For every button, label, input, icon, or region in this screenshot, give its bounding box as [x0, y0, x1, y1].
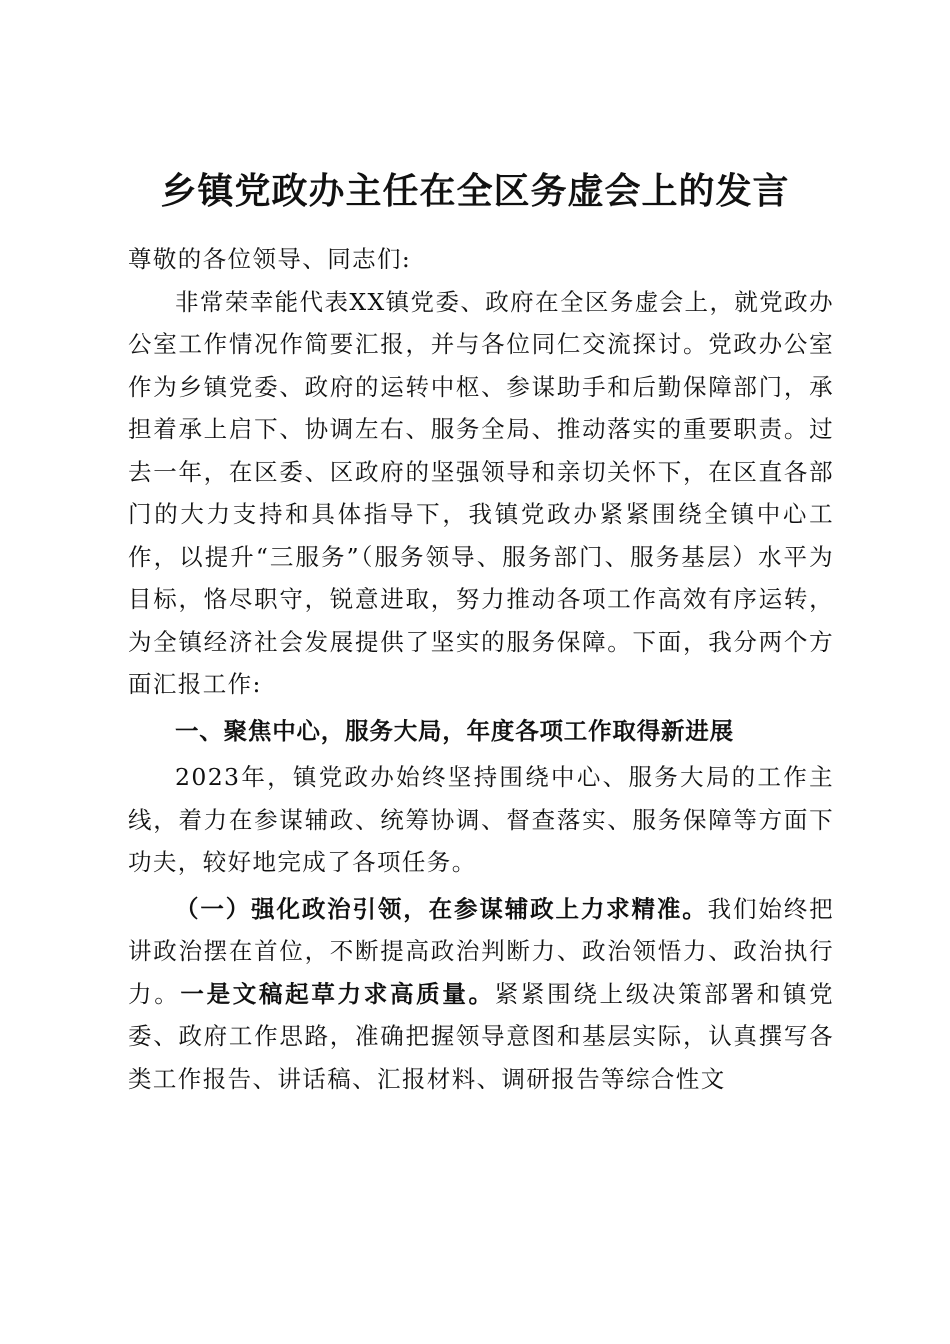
intro-paragraph: 非常荣幸能代表XX镇党委、政府在全区务虚会上，就党政办公室工作情况作简要汇报，并与各位同仁交流探讨。党政办公室作为乡镇党委、政府的运转中枢、参谋助手和后勤保障部门，承担着承上启下、协调左右、服务全局、推动落实的重要职责。过去一年，在区委、区政府的坚强领导和亲切关怀下，在区直各部门的大力支持和具体指导下，我镇党政办紧紧围绕全镇中心工作，以提升“三服务”（服务领导、服务部门、服务基层）水平为目标，恪尽职守，锐意进取，努力推动各项工作高效有序运转，为全镇经济社会发展提供了坚实的服务保障。下面，我分两个方面汇报工作:: [128, 287, 834, 698]
document-title: 乡镇党政办主任在全区务虚会上的发言: [160, 170, 790, 212]
document-body: [128, 238, 834, 1100]
section-heading-1: 一、聚焦中心，服务大局，年度各项工作取得新进展: [175, 716, 734, 745]
subsection-1-text-b: 紧紧围绕上级决策部署和镇党委、政府工作思路，准确把握领导意图和基层实际，认真撰写各类工作报告、讲话稿、汇报材料、调研报告等综合性文: [128, 979, 834, 1093]
subsection-1-text-a: 我们始终把讲政治摆在首位，不断提高政治判断力、政治领悟力、政治执行力。: [128, 894, 834, 1008]
section-1-paragraph: 2023年，镇党政办始终坚持围绕中心、服务大局的工作主线，着力在参谋辅政、统筹协调、督查落实、服务保障等方面下功夫，较好地完成了各项任务。: [128, 763, 834, 876]
subsection-1-lead: （一）强化政治引领，在参谋辅政上力求精准。: [175, 894, 708, 923]
subsection-1-paragraph: [128, 888, 834, 1101]
salutation: 尊敬的各位领导、同志们:: [128, 245, 412, 273]
subsection-1-point-1-lead: 一是文稿起草力求高质量。: [180, 979, 495, 1008]
